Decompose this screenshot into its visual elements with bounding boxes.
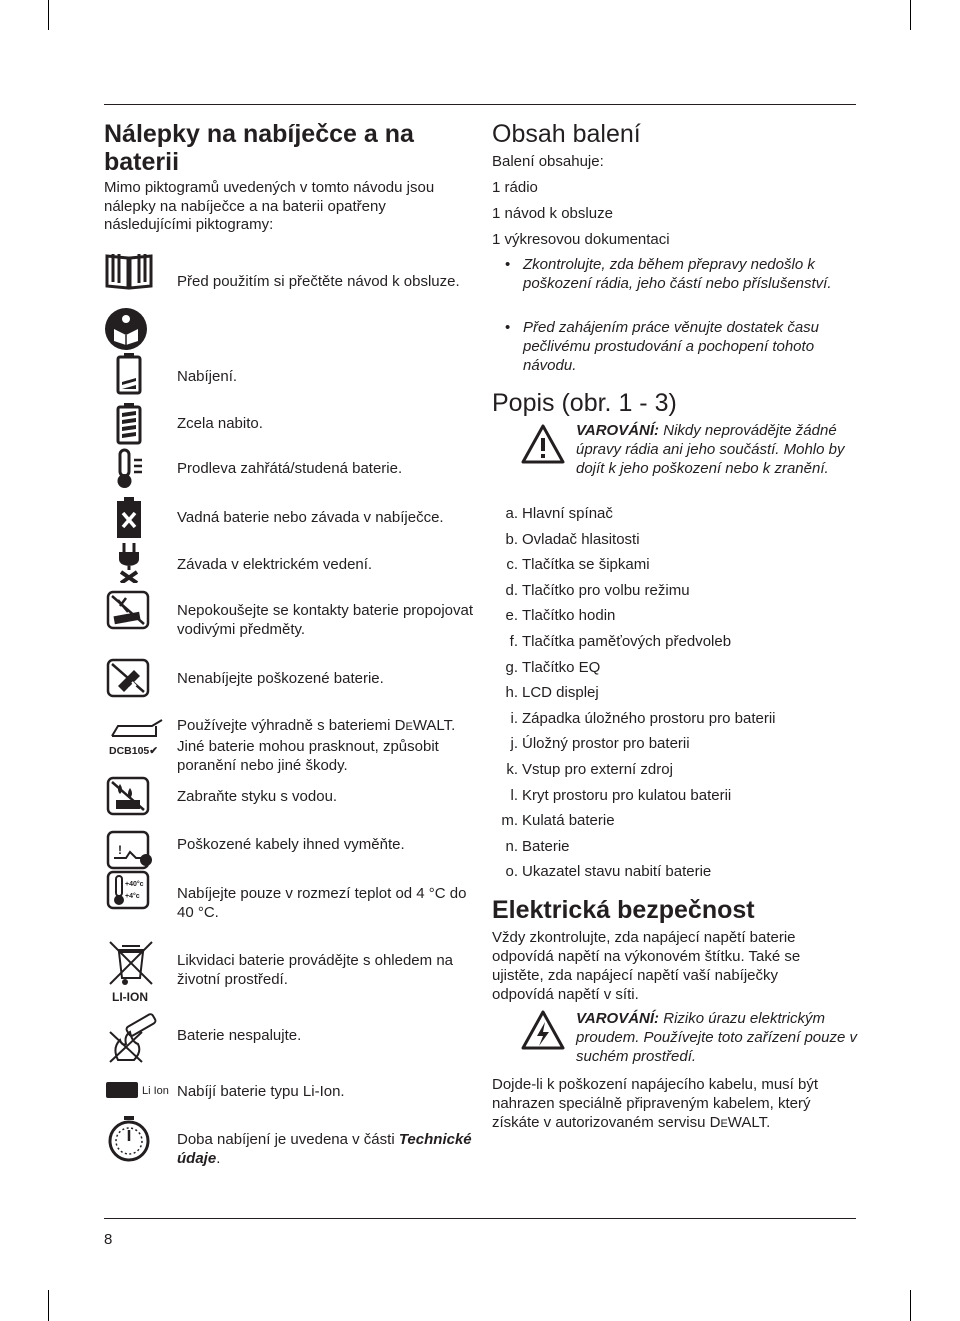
part-label: Kryt prostoru pro kulatou baterii [522,786,732,804]
top-rule [104,104,856,105]
text-part: Používejte výhradně s bateriemi [177,717,395,734]
contents-item: 1 výkresovou dokumentaci [492,231,670,248]
part-letter: g. [505,658,518,676]
crop-mark [48,1290,49,1321]
temp-low-label: +4°c [125,893,140,900]
brand-d: D [394,717,406,734]
stickers-intro: Mimo piktogramů uvedených v tomto návodu jsou nálepky na nabíječce a na baterii opatřeny následujícími piktogramy: [104,179,435,233]
no-damaged-battery-icon [106,658,150,698]
brand-rest: WALT [727,1114,767,1131]
part-label: Tlačítko hodin [522,607,616,625]
warning-label: VAROVÁNÍ: [576,422,660,439]
pictogram-text [177,716,477,775]
part-letter: c. [506,556,518,574]
bullet-text: Zkontrolujte, zda během přepravy nedošlo k poškození rádia, jeho částí nebo příslušenství. [523,256,832,292]
crop-mark [48,0,49,30]
text-part: Doba nabíjení je uvedena v části [177,1131,399,1148]
li-ion-label: LI-ION [112,990,148,1004]
pictogram-text: Poškozené kabely ihned vyměňte. [177,836,405,853]
no-water-icon [106,776,150,816]
part-letter: f. [509,633,518,650]
battery-full-icon [116,403,142,445]
part-label: Tlačítka se šipkami [522,556,650,574]
damaged-cord-icon [106,830,154,870]
part-label: Tlačítka paměťových předvoleb [522,633,732,650]
part-letter: j. [510,735,518,753]
contents-title: Obsah balení [492,120,641,148]
pictogram-text: Nepokoušejte se kontakty baterie propojovat vodivými předměty. [177,602,474,638]
thermometer-icon [112,448,146,490]
brand-e: E [720,1118,728,1130]
pictogram-text: Likvidaci baterie provádějte s ohledem na životní prostředí. [177,952,453,988]
battery-charging-icon [116,353,142,395]
contents-item: 1 rádio [492,179,538,196]
warning-triangle-icon [521,424,565,464]
warning-text: Riziko úrazu elektrickým proudem. Používejte toto zařízení pouze v suchém prostředí. [576,1010,857,1065]
dcb105-charger-icon [108,712,164,758]
tech-data-ref: Technické údaje [177,1131,472,1167]
brand-e: E [405,721,413,733]
bullet-dot: • [505,256,511,273]
part-label: Ukazatel stavu nabití baterie [522,863,712,881]
stopwatch-icon [106,1116,152,1162]
part-letter: a. [505,505,518,522]
open-book-icon [104,250,154,290]
bottom-rule [104,1218,856,1219]
pictogram-text [177,1130,477,1168]
text-part: . Jiné baterie mohou prasknout, způsobit poranění nebo jiné škody. [177,717,456,774]
bad-battery-icon [116,497,142,539]
part-label: Tlačítko EQ [522,658,601,676]
part-letter: m. [501,812,518,830]
li-ion-battery-icon [106,1080,172,1100]
bullet-text: Před zahájením práce věnujte dostatek času pečlivému prostudování a pochopení tohoto návodu. [523,319,820,374]
stickers-title: Nálepky na nabíječce a na baterii [104,120,414,176]
temperature-range-icon [106,870,150,910]
part-letter: b. [505,530,518,548]
pictogram-text: Nabíjí baterie typu Li-Ion. [177,1083,345,1100]
svg-text:!: ! [118,843,122,857]
pictogram-text: Nabíjejte pouze v rozmezí teplot od 4 °C do 40 °C. [177,885,467,921]
page-number: 8 [104,1231,113,1248]
part-letter: h. [505,684,518,702]
contents-intro: Balení obsahuje: [492,153,604,170]
part-label: Západka úložného prostoru pro baterii [522,709,776,727]
li-ion-battery-label: Li Ion [142,1085,169,1097]
part-letter: n. [505,837,518,855]
pictogram-text: Prodleva zahřátá/studená baterie. [177,460,403,477]
electric-warning-icon [521,1010,565,1050]
pictogram-text: Zcela nabito. [177,415,263,432]
part-label: LCD displej [522,684,599,702]
pictogram-text: Nenabíjejte poškozené baterie. [177,670,384,687]
electrical-paragraph: Vždy zkontrolujte, zda napájecí napětí baterie odpovídá napětí na výkonovém štítku. Také se ujistěte, zda napájecí napětí vaší nabíječky odpovídá napětí v síti. [492,929,801,1003]
text-part: . [216,1150,221,1167]
brand-rest: WALT [412,717,452,734]
part-letter: l. [510,786,518,804]
part-letter: d. [505,581,518,599]
crop-mark [910,0,911,30]
contents-bullet [505,318,845,378]
part-letter: i. [510,709,518,727]
contents-bullet [505,255,845,315]
pictogram-text: Závada v elektrickém vedení. [177,556,373,573]
part-label: Ovladač hlasitosti [522,530,640,548]
part-letter: e. [505,607,518,625]
brand-d: D [709,1114,721,1131]
warning-label: VAROVÁNÍ: [576,1010,660,1027]
part-letter: o. [505,863,518,881]
part-label: Baterie [522,837,570,855]
temp-high-label: +40°c [125,881,144,888]
read-manual-icon [104,307,148,351]
electrical-warning [576,1009,876,1066]
text-part: Dojde-li k poškození napájecího kabelu, musí být nahrazen speciálně připraveným kabelem, který získáte v autorizovaném servisu [492,1076,819,1131]
pictogram-text: Nabíjení. [177,368,238,385]
no-fire-icon [106,1012,160,1064]
crop-mark [910,1290,911,1321]
electrical-paragraph-2 [492,1075,832,1134]
pictogram-text: Vadná baterie nebo závada v nabíječce. [177,509,444,526]
recycle-bin-icon [106,940,156,1004]
no-conductive-objects-icon [106,590,150,630]
contents-item: 1 návod k obsluze [492,205,613,222]
bullet-dot: • [505,319,511,336]
description-title: Popis (obr. 1 - 3) [492,389,677,417]
part-label: Kulatá baterie [522,812,615,830]
power-fault-icon [114,543,144,583]
part-label: Hlavní spínač [522,505,613,522]
dcb105-label: DCB105✔ [109,745,159,757]
part-letter: k. [506,761,518,778]
electrical-safety-title: Elektrická bezpečnost [492,896,755,924]
text-part: . [766,1114,771,1131]
part-label: Vstup pro externí zdroj [522,761,673,778]
description-warning [576,421,876,478]
pictogram-text: Před použitím si přečtěte návod k obsluze. [177,273,460,290]
warning-text: Nikdy neprovádějte žádné úpravy rádia ani jeho součástí. Mohlo by dojít k jeho poškození nebo k zranění. [576,422,845,477]
pictogram-text: Baterie nespalujte. [177,1027,302,1044]
part-label: Úložný prostor pro baterii [522,735,690,753]
part-label: Tlačítko pro volbu režimu [522,581,690,599]
pictogram-text: Zabraňte styku s vodou. [177,788,338,805]
